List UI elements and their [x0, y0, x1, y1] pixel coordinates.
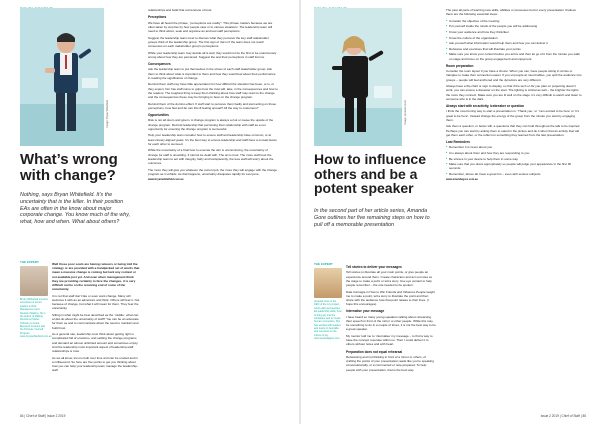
steps-list [446, 19, 582, 61]
body-paragraph: Ask the leadership team to put themselves in the shoes of each staff stakeholder group. Ask them to think about what is important to them and how they would feel about their performance in reading the significance of change. [148, 67, 276, 80]
author-website[interactable]: www.amandagore.com.au [446, 177, 478, 181]
body-paragraph: It is not that staff don’t like or even want change. Many will welcome it with as an adventure and think. Others will fear it. Not because of change, but what it will mean for them. They fear the uncertainty. [52, 293, 140, 311]
author-box [20, 260, 52, 339]
list-item: ● Know the culture of the organisation [446, 36, 582, 40]
body-paragraph: Suggest the leadership team meet to discuss what they perceive the key staff stakeholder groups think of the leadership group. The first sign of risk is if the team does not reach consensus on each stakeholder group’s perceptions. [148, 35, 269, 49]
body-paragraph: While your leadership team may decide all is well, they would not be the first to be unanimously wrong about how they are perceived. Suggest the test their perceptions in staff forums. [148, 50, 277, 59]
list-item: ● Be sincere in your desire to help them in some way [446, 157, 582, 161]
article-standfirst: Nothing, says Bryan Whitefield. It’s the uncertainty that is the killer. In their position EAs are often in the know about major corporate change. You know much of the why, what, how and when. What about others? [20, 192, 131, 225]
body-paragraph: relationships and build that cornerstone of trust. [148, 8, 213, 12]
author-website[interactable]: www.bryanwhitefield.com.au [148, 178, 184, 182]
body-paragraph: As a general rule, leadership must think about getting right is complicated full of emotions, and settling the change programs and demand an almost unlimited amount and sometimes empty. And the leadership must important aspect of leadership-staff relationships is trust. [52, 332, 139, 354]
author-bio: Bryan Whitefield mentors executives & senior leaders in Risk Management and Decision Making. He is the author of Making Decisions Harder: Ordinary to Great Business Lessons and the Promote Yourself Program. www.bryanwhitefield.com.au [20, 298, 52, 339]
author-bio: Amanda Gore is the CEO of the Joy project, works with and teaches EA leadership skills, how to bring joy into the workplace and to create human connection. She has worked with leaders and teams in Australia and overseas on the culture of joy. www.amandagore.com [314, 300, 342, 341]
list-item: ● It is always about them and how they are responding to you [446, 151, 582, 155]
body-paragraph: I have heard so many young speakers talking about rehearsing their speech in front of the mirror or other people. While this may be something to do in a couple of times, it is not the best way to be a great speaker. [346, 314, 436, 332]
body-paragraph: Remind them of the domino effect. If staff start to perceive them badly and start acting on those perceptions, how fast and far can this ill feeling spread? All the way to customers? [148, 101, 277, 110]
body-paragraph: Risk is not all doom and gloom. A change program is always a risk or cause the upside of the change program. Remind leadership that perceiving their relationship with staff as a net opportunity for ensuring the change program is successful. [148, 118, 274, 131]
subheading: Consequences [148, 62, 171, 67]
body-paragraph: Always have a flip chart or sign to display, so that if the tech or AV you plan on projecting doesn’t work, you can ensure a dissaster on the start. The lighting is critical as well – the brighter the lights the more they connect. Make sure you are lit well on the stage, it’s very difficult to watch and listen to someone who is in the dark. [446, 84, 582, 101]
author-heading: THE EXPERT [314, 262, 333, 266]
hero-image [20, 8, 104, 146]
body-paragraph: Rehearsing and not thinking in front of a mirror or others, of crafting the points of your presentation reads like you’re speaking conversationally, or a commented or note-prepared. To help people with your presentation, that is the best way. [346, 355, 434, 372]
author-box [314, 262, 342, 341]
article-column-2 [446, 8, 582, 184]
body-paragraph: Consider the room layout if you have a choice. When you can, have people sitting in circles or triangles to make their connection easier. If you sit people at round tables, you split the audience into groups – people will feel anchored and the dynamics are very different. [446, 69, 582, 82]
photo-credit: Image: Amanda Gore [404, 100, 407, 125]
body-paragraph: The past all parts of learning new skills, abilities or processes but for every presentation I believe there are the following essential steps: [446, 8, 577, 17]
reminders-list [446, 145, 582, 176]
author-photo [20, 266, 48, 296]
list-item: ● Ask yourself what information would help them and how you can deliver it [446, 41, 582, 45]
author-heading: THE EXPERT [20, 260, 39, 264]
body-paragraph: Ask them a question, or better still, a questions that they can hold throughout the talk to be inspired. Perhaps you can start by asking them to stand in the picture and do it when that an activity that will get them each other, or the reflect on something they learned from the last presentation. [446, 124, 581, 137]
subheading: Tell stories to deliver your messages [346, 265, 402, 269]
subheading: Opportunities [148, 113, 169, 118]
body-paragraph: The more they will give you whatever the current job, the more they will engage with the change program as it unfolds. As that happens, uncertainty dissipates rapidly for everyone. [148, 167, 278, 176]
article-headline: What’s wrong with change? [20, 151, 118, 184]
body-paragraph: Sitting in what might be best described as the ‘middle’, what can an EA do about the uncertainty of staff? You can be an advocate for them as and to communicate about the need to maintain and build trust. [52, 313, 139, 330]
article-column-2 [148, 8, 278, 184]
author-photo [314, 268, 342, 298]
list-item: ● Make sure that you dress appropriately so people will judge your appearance in the first 30 seconds [446, 162, 582, 170]
body-paragraph: Help your leadership team consider how to ensure staff and leadership have common, or at least closely aligned goals. It’s the best way to ensure leadership and staff have a mutual desire for each other to succeed. [148, 133, 277, 146]
page-footer: 84 | Chief of Staff | Issue 2 2019 [20, 414, 66, 418]
page-footer: Issue 2 2019 | Chief of Staff | 85 [540, 414, 586, 418]
photo-credit: Image: Bryan Whitefield [106, 100, 109, 128]
body-paragraph: Well those poor souls are having rumours or being told the strategy or are provided with a handpicked set of words that mean a massive change is coming but lack any context or not available just yet. And even when management think they are providing certainty to face the changes, it is very difficult not be on the receiving end of some of the uncertainty. [52, 262, 140, 292]
article-column-1 [52, 262, 140, 375]
subheading: Last Reminders [446, 140, 470, 144]
body-paragraph: My mentor told me to ‘internalise’ my message – to find a way to have the concept resonate within us. Then I could deliver it to others without notes and with heart. [346, 334, 433, 347]
subheading: Preparation does not equal rehearsal [346, 349, 403, 354]
list-item: ● Remember, above all, have a great fun – even with serious subjects [446, 172, 582, 176]
list-item: ● Put yourself inside the minds of the people you will be addressing [446, 24, 582, 28]
subheading: Room preparation [446, 63, 474, 68]
list-item: ● Know your audience and how they think/feel [446, 30, 582, 34]
list-item: ● Rehearse and exercises that will illustrate your points [446, 47, 582, 51]
right-page [300, 0, 600, 424]
body-paragraph: Remind them staff may have little appreciation for how difficult the situation has been, or is, or they expect. Nor has staff come to grips how the trust will, take, in the consequences and how to the readers. The toughest thing is keep them thinking about how staff may react to the change and the consequences these may be bringing to bear on the change program. [148, 82, 278, 100]
list-item: ● Make sure you know your content before you arrive and then let go of it from the minute you walk on stage and focus on the group engagement and enjoyment. [446, 52, 582, 60]
body-paragraph: Dale Carnegie in How to Win Friends and Influence People taught me to make a point, tell a story to illustrate the point and then share with the audience how that point relates to their lives. (I hope this encourages). [346, 289, 435, 307]
subheading: Always start with an activity, icebreaker or question [446, 103, 525, 108]
hero-image [314, 8, 402, 146]
body-paragraph: I think the most boring way to start a presentation is: ‘Thank you,’ or ‘I am excited to be here’ or ‘It’s great to be here’. Instead change the energy of the group from the minute you start by engaging them. [446, 109, 580, 122]
list-item: ● Remember it is never about you [446, 145, 582, 149]
list-item: ● Consider the objective of the meeting [446, 19, 582, 23]
article-standfirst: In the second part of her article series, Amanda Gore outlines her five remaining steps on how to pull off a memorable presentation [314, 208, 430, 228]
body-paragraph: While the uncertainty of a final how to execute the aim is unconvincing, the uncertainty of change for staff is unsettling. It cannot be dealt with. The art is trust. The more staff trust the leadership team to act with integrity, fairly and transparently, the less staff will worry about the outcomes. [148, 148, 274, 166]
body-paragraph: As we all know, trust is built over time and can be eroded and in a millisecond. So here are five points to get you thinking about how you can help your leadership team manage the leadership-staff [52, 355, 138, 373]
person-illustration [20, 8, 104, 146]
subheading: Internalise your message [346, 309, 385, 314]
article-headline: How to influence others and be a potent speaker [314, 151, 426, 197]
article-column-1 [346, 262, 436, 374]
person-illustration [314, 8, 402, 146]
body-paragraph: We have all heard the phrase, “perceptions are reality”. This phrase matters because we are often taken by surprise by how people view or to various situations. The leadership team will need to think about, seek and organise an and test staff perceptions. [148, 20, 273, 34]
body-paragraph: Tell stories to illustrate all your main points, or give people an experience around them. Create characters and act out roles so the stage to make a point or tell a story. Use eye contact to help people remember – the role needed to be spoken. [346, 270, 433, 288]
subheading: Perceptions [148, 15, 167, 20]
